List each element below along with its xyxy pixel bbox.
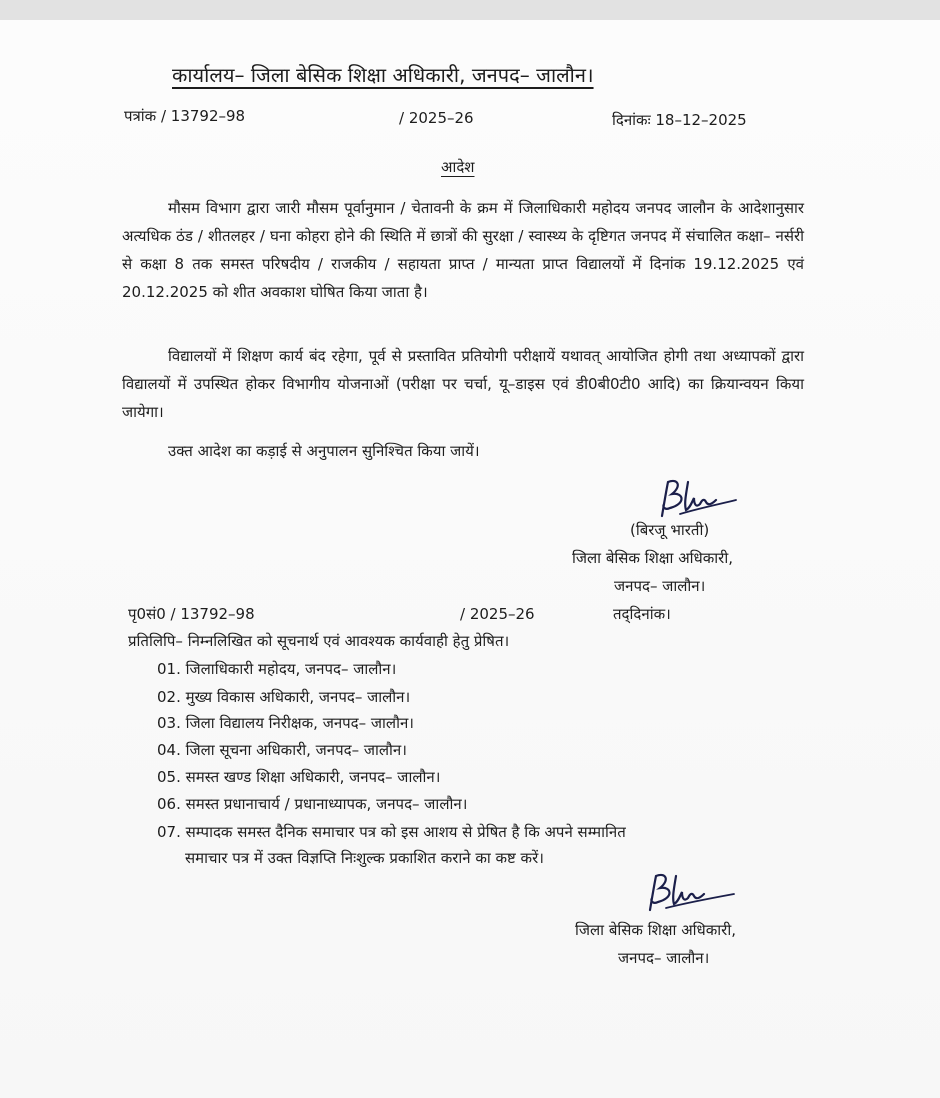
top-margin — [0, 0, 940, 20]
copy-to-intro: प्रतिलिपि– निम्नलिखित को सूचनार्थ एवं आवश्यक कार्यवाही हेतु प्रेषित। — [128, 632, 510, 650]
endorsement-date: तद्‌दिनांक। — [613, 605, 671, 623]
list-item: 04. जिला सूचना अधिकारी, जनपद– जालौन। — [157, 741, 407, 759]
list-item: 06. समस्त प्रधानाचार्य / प्रधानाध्यापक, जनपद– जालौन। — [157, 795, 468, 813]
endorsement-year: / 2025–26 — [460, 605, 535, 623]
order-title: आदेश — [441, 158, 475, 176]
signatory-district: जनपद– जालौन। — [614, 577, 706, 595]
list-item: 07. सम्पादक समस्त दैनिक समाचार पत्र को इस आशय से प्रेषित है कि अपने सम्मानित — [157, 823, 626, 841]
endorsement-number: पृ0सं0 / 13792–98 — [128, 605, 255, 623]
endorsement-designation: जिला बेसिक शिक्षा अधिकारी, — [575, 921, 736, 939]
list-item: 03. जिला विद्यालय निरीक्षक, जनपद– जालौन। — [157, 714, 414, 732]
order-paragraph-1: मौसम विभाग द्वारा जारी मौसम पूर्वानुमान / चेतावनी के क्रम में जिलाधिकारी महोदय जनपद जालौन के आदेशानुसार अत्यधिक ठंड / शीतलहर / घना कोहरा होने की स्थिति में छात्रों की सुरक्षा / स्वास्थ्य के दृष्टिगत जनपद में संचालित कक्षा– नर्सरी से कक्षा 8 तक समस्त परिषदीय / राजकीय / सहायता प्राप्त / मान्यता प्राप्त विद्यालयों में दिनांक 19.12.2025 एवं 20.12.2025 को शीत अवकाश घोषित किया जाता है। — [122, 199, 804, 301]
order-paragraph-3: उक्त आदेश का कड़ाई से अनुपालन सुनिश्चित किया जायें। — [168, 442, 480, 460]
document-page — [0, 20, 940, 1098]
reference-year: / 2025–26 — [399, 109, 474, 127]
signatory-name: (बिरजू भारती) — [630, 521, 710, 539]
list-item: 02. मुख्य विकास अधिकारी, जनपद– जालौन। — [157, 688, 411, 706]
signature — [638, 866, 738, 918]
endorsement-district: जनपद– जालौन। — [618, 949, 710, 967]
reference-date: दिनांकः 18–12–2025 — [612, 111, 747, 129]
signatory-designation: जिला बेसिक शिक्षा अधिकारी, — [572, 549, 733, 567]
office-letterhead: कार्यालय– जिला बेसिक शिक्षा अधिकारी, जनपद– जालौन। — [172, 63, 594, 87]
reference-number: पत्रांक / 13792–98 — [124, 107, 246, 125]
signature — [650, 474, 740, 524]
list-item: 05. समस्त खण्ड शिक्षा अधिकारी, जनपद– जालौन। — [157, 768, 441, 786]
list-item-continued: समाचार पत्र में उक्त विज्ञप्ति निःशुल्क प्रकाशित कराने का कष्ट करें। — [185, 849, 544, 867]
list-item: 01. जिलाधिकारी महोदय, जनपद– जालौन। — [157, 660, 397, 678]
order-paragraph-2: विद्यालयों में शिक्षण कार्य बंद रहेगा, पूर्व से प्रस्तावित प्रतियोगी परीक्षायें यथावत् आयोजित होगी तथा अध्यापकों द्वारा विद्यालयों में उपस्थित होकर विभागीय योजनाओं (परीक्षा पर चर्चा, यू–डाइस एवं डी0बी0टी0 आदि) का क्रियान्वयन किया जायेगा। — [122, 347, 804, 421]
